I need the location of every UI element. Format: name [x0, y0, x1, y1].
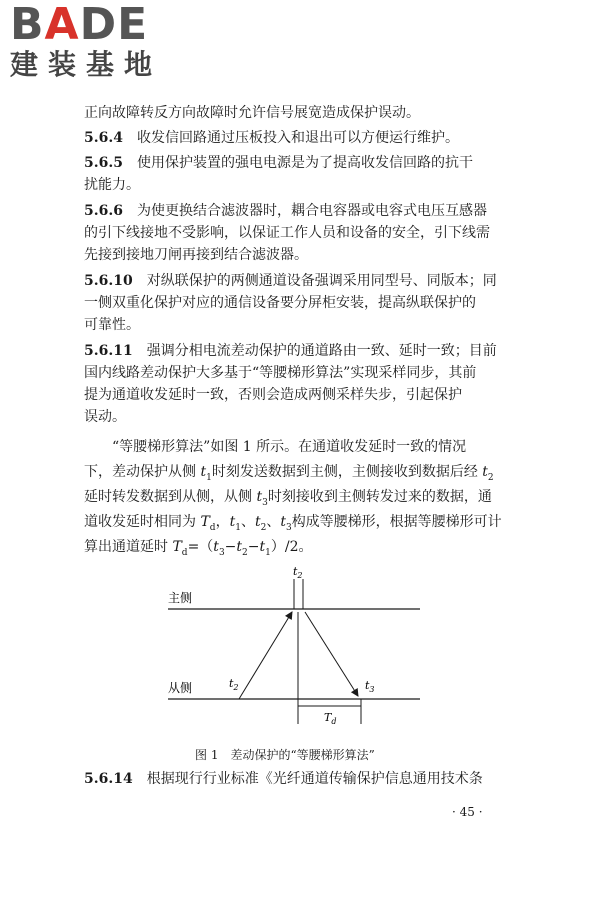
section-5-6-10: 5.6.10 对纵联保护的两侧通道设备强调采用同型号、同版本；同: [84, 273, 497, 289]
slave-label: 从侧: [168, 681, 193, 695]
page-number: · 45 ·: [452, 805, 483, 819]
paragraph-line: 扰能力。: [84, 177, 140, 193]
paragraph-line: 误动。: [84, 409, 126, 425]
send-arrow: [239, 612, 292, 699]
paragraph-line: 的引下线接地不受影响，以保证工作人员和设备的安全，引下线需: [84, 225, 490, 241]
paragraph-line: 国内线路差动保护大多基于“等腰梯形算法”实现采样同步，其前: [84, 365, 477, 381]
section-5-6-11: 5.6.11 强调分相电流差动保护的通道路由一致、延时一致；目前: [84, 343, 497, 359]
return-arrow: [305, 612, 358, 696]
section-number: 5.6.5: [84, 155, 123, 171]
t2-slave-label: $t_2$: [229, 677, 239, 692]
section-number: 5.6.14: [84, 771, 133, 787]
logo-wordmark: BADE: [10, 0, 149, 50]
paragraph-line: 可靠性。: [84, 317, 140, 333]
paragraph-line: 下，差动保护从侧 $t_1$时刻发送数据到主侧，主侧接收到数据后经 $t_2$: [84, 464, 494, 483]
t2-top-label: $t_2$: [293, 565, 303, 580]
paragraph-line: 道收发延时相同为 $T_d$，$t_1$、$t_2$、$t_3$构成等腰梯形，根据等腰梯形可计: [84, 514, 502, 533]
section-5-6-5: 5.6.5 使用保护装置的强电电源是为了提高收发信回路的抗干: [84, 155, 473, 171]
paragraph-line: 一侧双重化保护对应的通信设备要分屏柜安装，提高纵联保护的: [84, 295, 476, 311]
section-number: 5.6.4: [84, 130, 123, 146]
paragraph-line: 正向故障转反方向故障时允许信号展宽造成保护误动。: [84, 105, 420, 121]
logo-chinese: 建装基地: [10, 48, 163, 81]
paragraph-line: 提为通道收发延时一致，否则会造成两侧采样失步，引起保护: [84, 387, 462, 403]
figure-caption: 图 1 差动保护的“等腰梯形算法”: [195, 748, 375, 762]
paragraph-line: 算出通道延时 $T_d=(t_3-t_2-t_1)/2$。: [84, 539, 313, 558]
section-5-6-14: 5.6.14 根据现行行业标准《光纤通道传输保护信息通用技术条: [84, 771, 483, 787]
publisher-logo: [10, 2, 162, 82]
paragraph-line: 先接到接地刀闸再接到结合滤波器。: [84, 247, 308, 263]
section-5-6-6: 5.6.6 为使更换结合滤波器时，耦合电容器或电容式电压互感器: [84, 203, 487, 219]
section-number: 5.6.10: [84, 273, 133, 289]
section-number: 5.6.11: [84, 343, 133, 359]
section-5-6-4: 5.6.4 收发信回路通过压板投入和退出可以方便运行维护。: [84, 130, 459, 146]
trapezoid-diagram: [150, 560, 440, 735]
t3-label: $t_3$: [365, 679, 375, 694]
paragraph-line: “等腰梯形算法”如图 1 所示。在通道收发延时一致的情况: [112, 439, 467, 455]
paragraph-line: 延时转发数据到从侧，从侧 $t_3$时刻接收到主侧转发过来的数据，通: [84, 489, 492, 508]
master-label: 主侧: [168, 591, 193, 605]
td-label: $T_d$: [324, 711, 337, 726]
section-number: 5.6.6: [84, 203, 123, 219]
